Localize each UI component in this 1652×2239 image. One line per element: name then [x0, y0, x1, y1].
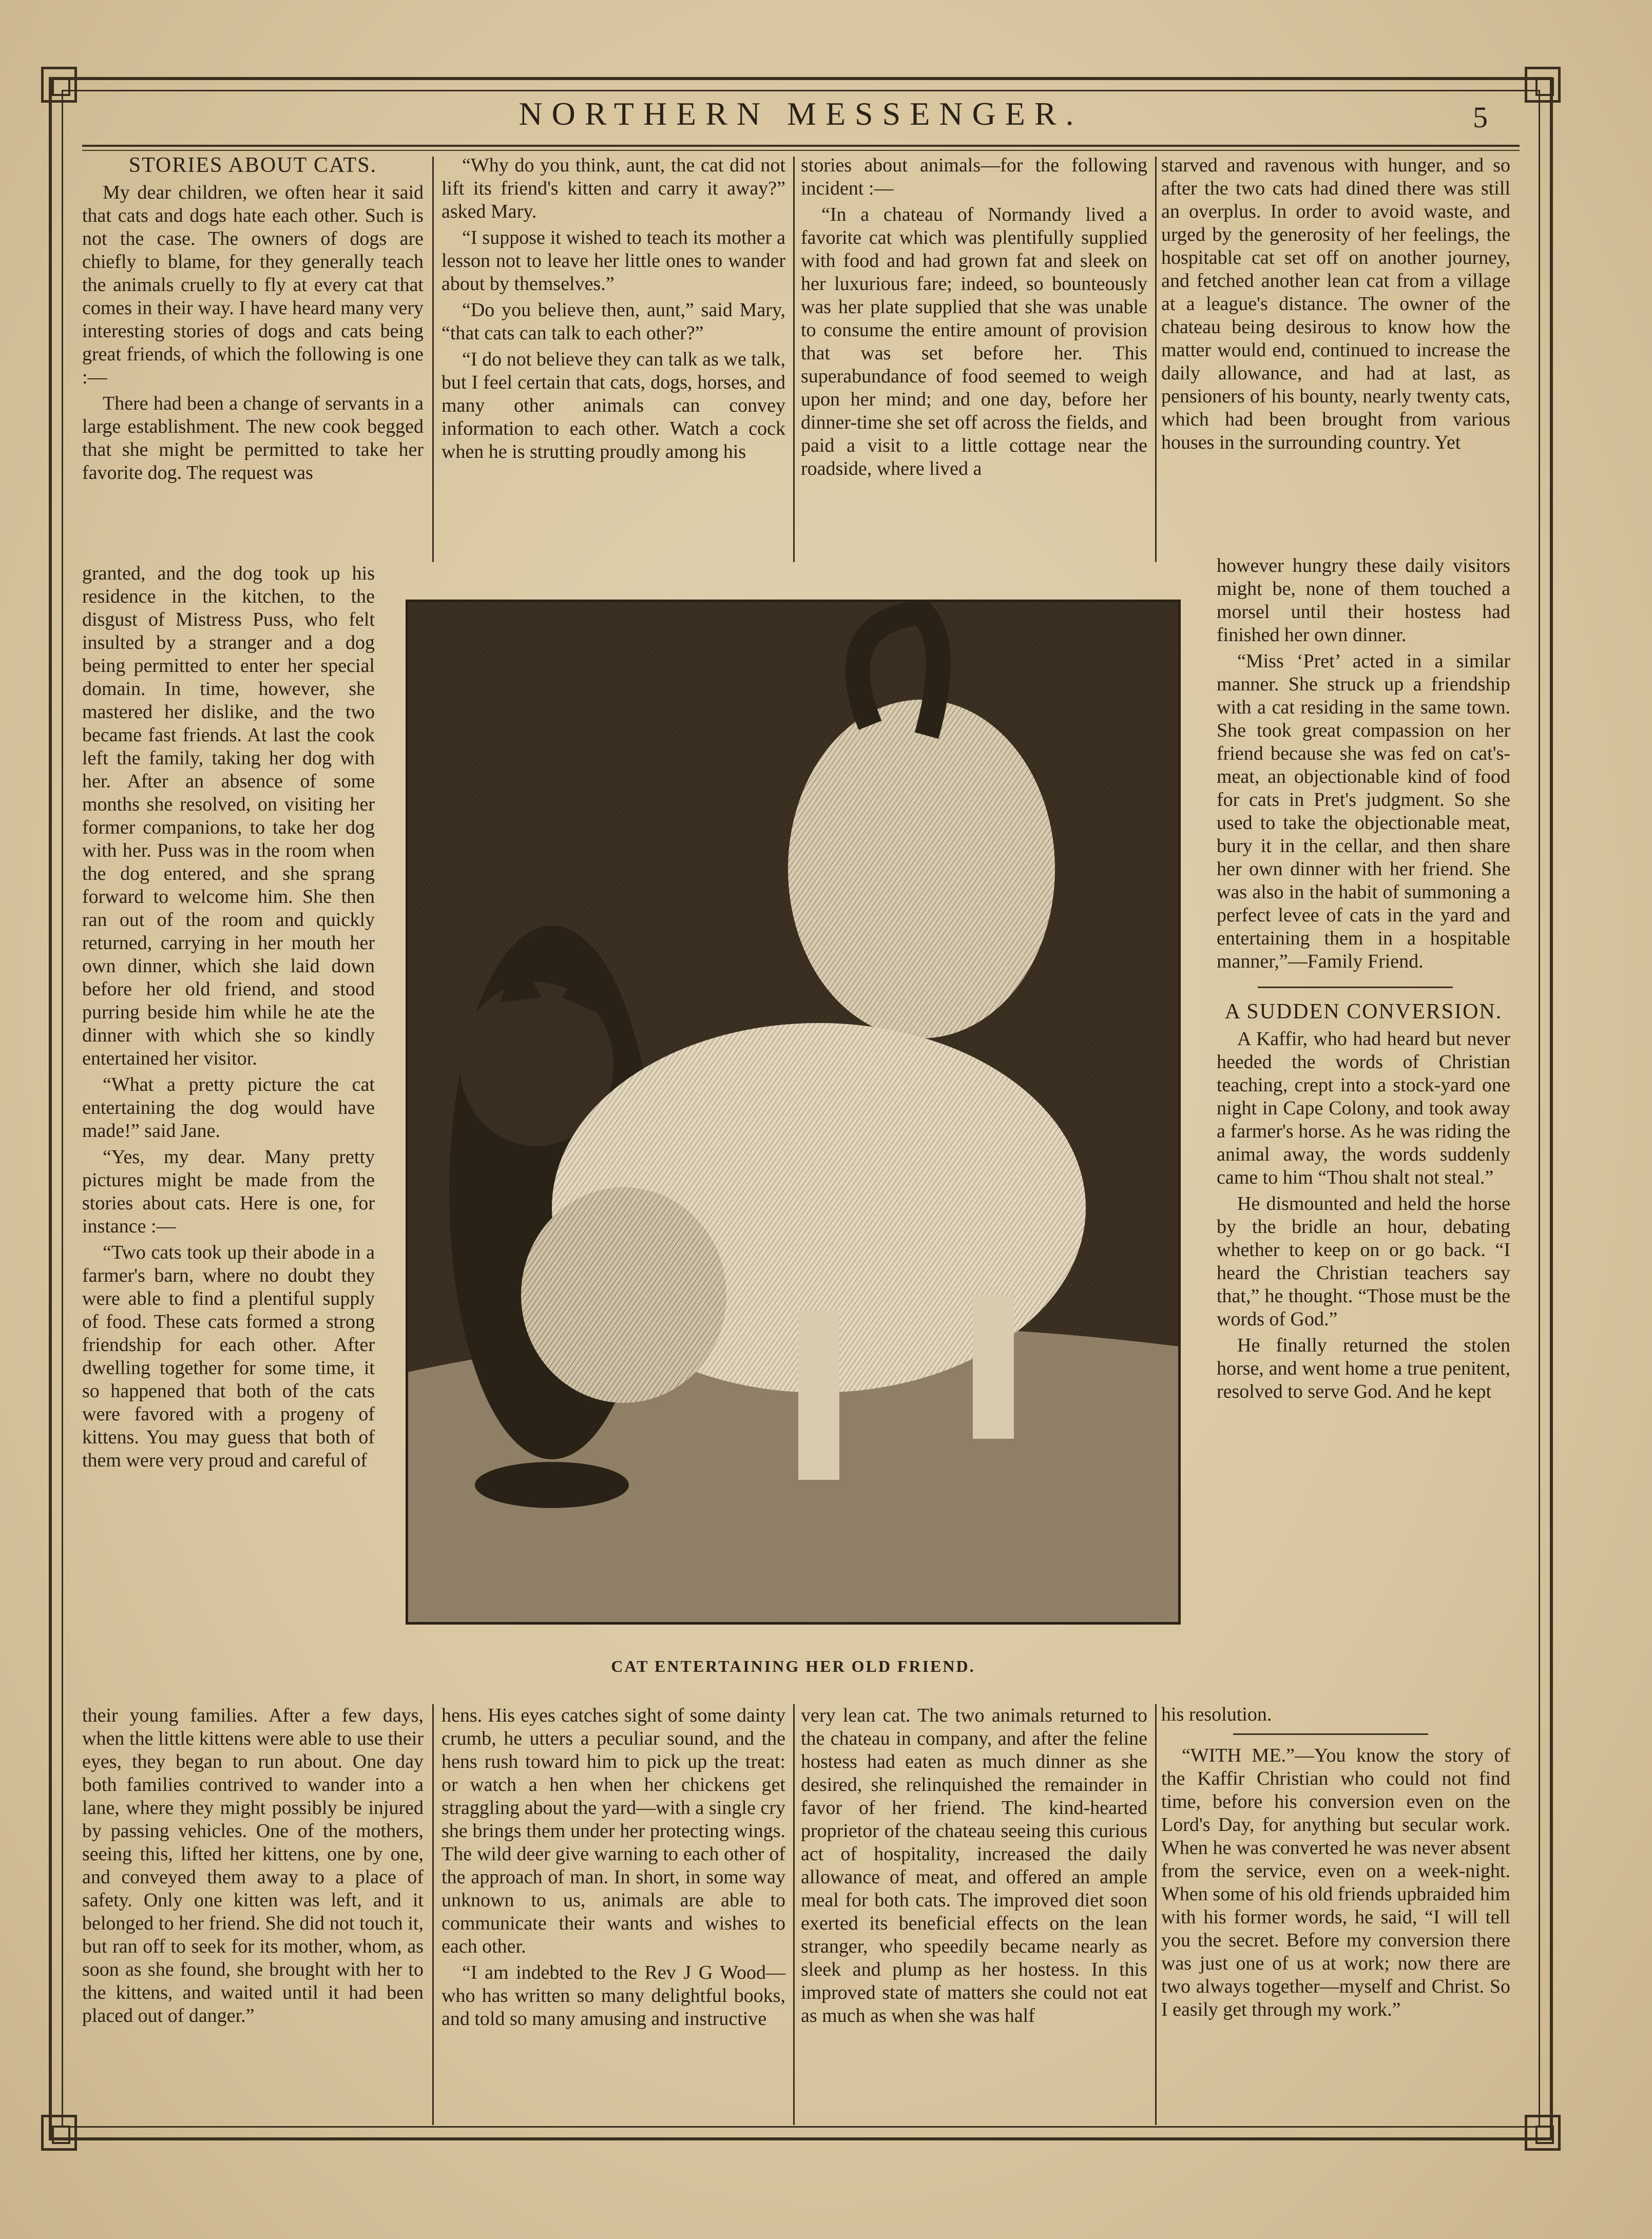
illustration-caption: CAT ENTERTAINING HER OLD FRIEND.	[611, 1657, 975, 1675]
engraving-illustration	[406, 600, 1181, 1625]
corner-ornament	[41, 2115, 77, 2151]
paragraph: “In a chateau of Normandy lived a favorite cat which was plentifully supplied with food and had grown fat and sleek on her luxurious fare; indeed, so bounteously was her plate supplied that she was unable to consume the entire amount of provision that was set before her. This superabundance of food seemed to weigh upon her mind; and one day, before her dinner-time she set off across the fields, and paid a visit to a little cottage near the roadside, where lived a	[801, 204, 1147, 479]
header-rule	[82, 145, 1520, 147]
paragraph: He dismounted and held the horse by the bridle an hour, debating whether to keep on or go back. “I heard the Christian teachers say that,” he thought. “Those must be the words of God.”	[1217, 1193, 1510, 1330]
column-1-top	[82, 154, 424, 488]
column-1-bottom	[82, 1704, 424, 2031]
paragraph: hens. His eyes catches sight of some dainty crumb, he utters a peculiar sound, and the hens rush toward him to pick up the treat: or watch a hen when her chickens get straggling about the yard—with a single cry she brings them under her protecting wings. The wild deer give warning to each other of the approach of man. In short, in some way unknown to us, animals are able to communicate their wants and wishes to each other.	[441, 1705, 785, 1957]
section-separator	[1233, 1733, 1428, 1735]
column-divider	[793, 1704, 795, 2125]
paragraph: “I do not believe they can talk as we talk, but I feel certain that cats, dogs, horses, and many other animals can convey information to each other. Watch a cock when he is strutting proudly among his	[441, 349, 785, 462]
column-2-bottom	[441, 1704, 785, 2034]
article-title: A SUDDEN CONVERSION.	[1224, 1000, 1503, 1024]
paragraph: He finally returned the stolen horse, and went home a true penitent, resolved to serve God. And he kept	[1217, 1335, 1510, 1402]
column-4-narrow	[1217, 554, 1510, 1406]
column-divider	[793, 157, 795, 562]
section-separator	[1258, 987, 1453, 988]
paragraph: “I suppose it wished to teach its mother a lesson not to leave her little ones to wander about by themselves.”	[441, 227, 785, 295]
paragraph: A Kaffir, who had heard but never heeded the words of Christian teaching, crept into a stock-yard one night in Cape Colony, and took away a farmer's horse. As he was riding the animal away, the words suddenly came to him “Thou shalt not steal.”	[1217, 1028, 1510, 1188]
column-1-narrow	[82, 562, 375, 1475]
column-3-bottom	[801, 1704, 1147, 2031]
paragraph: his resolution.	[1161, 1704, 1272, 1725]
page-number: 5	[1473, 101, 1488, 134]
header-rule	[82, 150, 1520, 151]
corner-ornament	[1525, 2115, 1561, 2151]
paragraph: “Do you believe then, aunt,” said Mary, “that cats can talk to each other?”	[441, 299, 785, 344]
paragraph: starved and ravenous with hunger, and so after the two cats had dined there was still an overplus. In order to avoid waste, and urged by the generosity of her feelings, the hospitable cat set off on another journey, and fetched another lean cat from a village at a league's distance. The owner of the chateau being desirous to know how the matter would end, continued to increase the daily allowance, and had at last, as pensioners of his bounty, nearly twenty cats, which had been brought from various houses in the surrounding country. Yet	[1161, 155, 1510, 453]
column-3-top	[801, 154, 1147, 484]
column-2-top	[441, 154, 785, 467]
paragraph: “Miss ‘Pret’ acted in a similar manner. She struck up a friendship with a cat residing in the same town. She took great compassion on her friend because she was fed on cat's-meat, an objectionable kind of food for cats in Pret's judgment. So she used to take the objectionable meat, bury it in the cellar, and then share her own dinner with her friend. She was also in the habit of summoning a perfect levee of cats in the yard and entertaining them in a hospitable manner,”—Family Friend.	[1217, 650, 1510, 972]
paragraph: My dear children, we often hear it said that cats and dogs hate each other. Such is not the case. The owners of dogs are chiefly to blame, for they generally teach the animals cruelly to fly at every cat that comes in their way. I have heard many very interesting stories of dogs and cats being great friends, of which the following is one :—	[82, 182, 424, 388]
paragraph: “What a pretty picture the cat entertaining the dog would have made!” said Jane.	[82, 1074, 375, 1142]
paragraph: “Yes, my dear. Many pretty pictures might be made from the stories about cats. Here is one, for instance :—	[82, 1146, 375, 1237]
article-title: STORIES ABOUT CATS.	[128, 153, 377, 177]
column-divider	[432, 157, 434, 562]
column-4-top	[1161, 154, 1510, 457]
paragraph: stories about animals—for the following incident :—	[801, 155, 1147, 199]
paragraph: There had been a change of servants in a large establishment. The new cook begged that she might be permitted to take her favorite dog. The request was	[82, 393, 424, 484]
column-divider	[1155, 157, 1157, 562]
paragraph: “Two cats took up their abode in a farmer's barn, where no doubt they were able to find a plentiful supply of food. These cats formed a strong friendship for each other. After dwelling together for some time, it so happened that both of the cats were favored with a progeny of kittens. You may guess that both of them were very proud and careful of	[82, 1242, 375, 1471]
paragraph: their young families. After a few days, when the little kittens were able to use their eyes, they began to run about. One day both families contrived to wander into a lane, where they might possibly be injured by passing vehicles. One of the mothers, seeing this, lifted her kittens, one by one, and conveyed them away to a place of safety. Only one kitten was left, and it belonged to her friend. She did not touch it, but ran off to seek for its mother, whom, as soon as she found, she brought with her to the kittens, and waited until it had been placed out of danger.”	[82, 1705, 424, 2026]
paragraph: however hungry these daily visitors might be, none of them touched a morsel until their hostess had finished her own dinner.	[1217, 555, 1510, 646]
column-divider	[1155, 1704, 1157, 2125]
column-4-bottom	[1161, 1703, 1510, 2024]
masthead-title: NORTHERN MESSENGER.	[518, 95, 1083, 132]
column-divider	[432, 1704, 434, 2125]
paragraph: granted, and the dog took up his residence in the kitchen, to the disgust of Mistress Puss, who felt insulted by a stranger and a dog being permitted to enter her special domain. In time, however, she mastered her dislike, and the two became fast friends. At last the cook left the family, taking her dog with her. After an absence of some months she resolved, on visiting her former companions, to take her dog with her. Puss was in the room when the dog entered, and she sprang forward to welcome him. She then ran out of the room and quickly returned, carrying in her mouth her own dinner, which she laid down before her old friend, and stood purring beside him while he ate the dinner with which she so kindly entertained her visitor.	[82, 563, 375, 1069]
paragraph: “Why do you think, aunt, the cat did not lift its friend's kitten and carry it away?” asked Mary.	[441, 155, 785, 222]
paragraph: very lean cat. The two animals returned to the chateau in company, and after the feline hostess had eaten as much dinner as she desired, she relinquished the remainder in favor of her friend. The kind-hearted proprietor of the chateau seeing this curious act of hospitality, increased the daily allowance of meat, and offered an ample meal for both cats. The improved diet soon exerted its beneficial effects on the lean stranger, who speedily became nearly as sleek and plump as her hostess. In this improved state of matters she could not eat as much as when she was half	[801, 1705, 1147, 2026]
paragraph: “WITH ME.”—You know the story of the Kaffir Christian who could not find time, before his conversion even on the Lord's Day, for anything but secular work. When he was converted he was never absent from the service, even on a week-night. When some of his old friends upbraided him with his former words, he said, “I will tell you the secret. Before my conversion there was just one of us at work; now there are two always together—myself and Christ. So I easily get through my work.”	[1161, 1745, 1510, 2020]
paragraph: “I am indebted to the Rev J G Wood—who has written so many delightful books, and told so many amusing and instructive	[441, 1962, 785, 2030]
cat-and-dog-engraving	[408, 602, 1178, 1622]
